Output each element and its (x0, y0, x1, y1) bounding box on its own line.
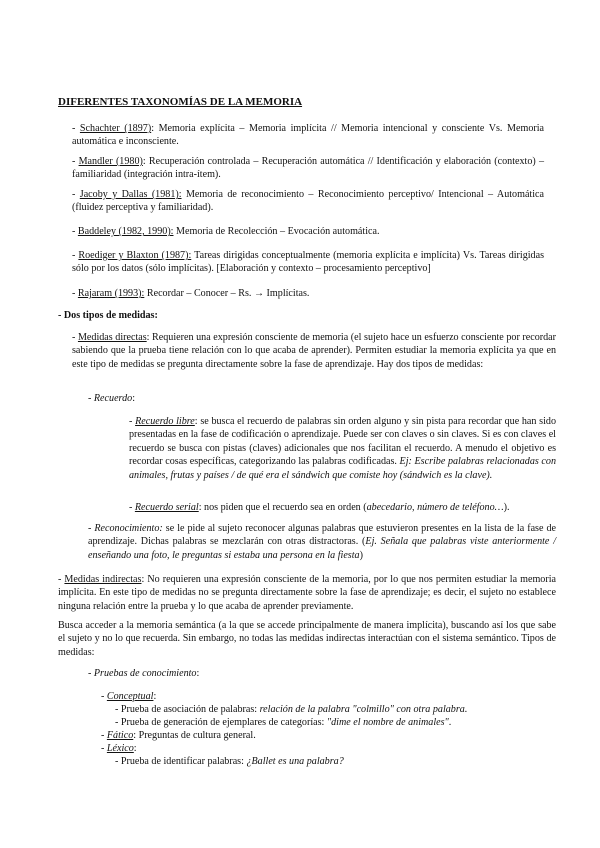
factico-label: Fático (106, 730, 134, 741)
item-dash: - (101, 730, 107, 741)
recuerdo-heading (88, 392, 548, 405)
item-dash: - (101, 743, 107, 754)
lexico-item-1 (115, 755, 555, 768)
item-dash: - (88, 523, 95, 534)
reconocimiento-example: Ej. Señala que palabras viste anteriormente / enseñando una foto, le preguntas si estaba una persona en la fiesta (88, 536, 556, 561)
taxonomy-ref: Mandler (1980) (78, 156, 143, 167)
taxonomy-ref: Rajaram (1993): (77, 288, 145, 299)
section-heading: - Dos tipos de medidas: (58, 310, 158, 321)
factico-item (101, 729, 541, 742)
item-colon: : (133, 743, 137, 754)
recuerdo-label: Recuerdo (93, 393, 133, 404)
taxonomy-sep: : (151, 123, 159, 134)
taxonomy-ref: Schachter (1897) (79, 123, 152, 134)
taxonomy-mandler (72, 155, 544, 182)
taxonomy-ref: Jacoby y Dallas (1981): (79, 189, 182, 200)
taxonomy-text: Tareas dirigidas conceptualmente (memoria explícita e implícita) Vs. Tareas dirigidas sólo por los datos (sólo implícitas). [Elaboración y contexto – procesamiento perceptivo] (72, 250, 545, 275)
taxonomy-dash: - (72, 250, 79, 261)
conceptual-item-1 (115, 703, 555, 716)
taxonomy-baddeley (72, 225, 544, 238)
conceptual-label: Conceptual (106, 691, 154, 702)
item-suffix: . (448, 717, 452, 728)
recuerdo-serial-text: : nos piden que el recuerdo sea en orden ( (198, 502, 367, 513)
taxonomy-ref: Roediger y Blaxton (1987): (78, 250, 192, 261)
taxonomy-schachter (72, 122, 544, 149)
lexico-item-example: ¿Ballet es una palabra? (246, 756, 344, 767)
taxonomy-text: Recordar – Conocer – Rs. → Implícitas. (146, 288, 310, 299)
taxonomy-text: Memoria de Recolección – Evocación automática. (176, 226, 380, 237)
reconocimiento (88, 522, 556, 562)
taxonomy-dash: - (72, 189, 80, 200)
medidas-indirectas (58, 573, 556, 613)
item-dash: - (88, 393, 94, 404)
medidas-directas (72, 331, 556, 371)
conceptual-item-example: "dime el nombre de animales" (326, 717, 449, 728)
lexico-item-prefix: - Prueba de identificar palabras: (115, 756, 247, 767)
recuerdo-libre-text: : se busca el recuerdo de palabras sin orden alguno y sin pista para recordar que han sido presentadas en la fase de codificación o aprendizaje. Puede ser con claves o sin claves. Si es con claves el recuerdo se busca con pistas (claves) adicionales que nos facilitan el recuerdo. A menudo el objetivo es recordar cosas específicas, categorizando las palabras codificadas. (129, 416, 557, 468)
reconocimiento-label: Reconocimiento: (94, 523, 163, 534)
taxonomy-dash: - (72, 226, 78, 237)
recuerdo-serial-label: Recuerdo serial (134, 502, 199, 513)
recuerdo-serial (129, 501, 556, 514)
conceptual-item-prefix: - Prueba de generación de ejemplares de categorías: (115, 717, 327, 728)
item-dash: - (72, 332, 78, 343)
taxonomy-rajaram (72, 287, 544, 300)
item-colon: : (132, 393, 136, 404)
taxonomy-text: Recuperación controlada – Recuperación automática // Identificación y elaboración (contexto) – familiaridad (integración intra-ítem). (72, 156, 545, 181)
taxonomy-dash: - (72, 123, 80, 134)
item-colon: : (133, 730, 137, 741)
item-dash: - (129, 502, 135, 513)
medidas-indirectas-label: Medidas indirectas (64, 574, 142, 585)
conceptual-item-prefix: - Prueba de asociación de palabras: (115, 704, 260, 715)
taxonomy-roediger-blaxton (72, 249, 544, 276)
item-dash: - (58, 574, 65, 585)
conceptual-item-example: relación de la palabra "colmillo" con otra palabra. (259, 704, 468, 715)
conceptual-item-2 (115, 716, 555, 729)
lexico-label: Léxico (106, 743, 134, 754)
item-dash: - (101, 691, 107, 702)
item-dash: - (129, 416, 136, 427)
medidas-directas-text: : Requieren una expresión consciente de memoria (el sujeto hace un esfuerzo consciente por recordar sabiendo que la prueba tiene relación con lo que acaba de aprender). Permiten estudiar la memoria explícita ya que en este tipo de medidas se pregunta directamente sobre la fase de aprendizaje. Hay dos tipos de medidas: (72, 332, 557, 370)
factico-text: Preguntas de cultura general. (136, 730, 256, 741)
reconocimiento-text: se le pide al sujeto reconocer algunas palabras que estuvieron presentes en la lista de la fase de aprendizaje. Dichas palabras se mezclarán con otras distractoras. ( (88, 523, 556, 548)
pruebas-heading (88, 667, 548, 680)
lexico-heading (101, 742, 541, 755)
item-colon: : (153, 691, 157, 702)
taxonomy-dash: - (72, 288, 78, 299)
taxonomy-ref: Baddeley (1982, 1990): (77, 226, 174, 237)
page-title: DIFERENTES TAXONOMÍAS DE LA MEMORIA (58, 96, 303, 108)
recuerdo-libre-label: Recuerdo libre (135, 416, 195, 427)
medidas-indirectas-text: : No requieren una expresión consciente de la memoria, por lo que nos permiten estudiar la memoria implícita. En este tipo de medidas no se pregunta directamente sobre la fase de aprendizaje; es decir, el sujeto no establece ninguna relación entre la prueba y lo que acaba de aprender previamente. (58, 574, 556, 612)
recuerdo-libre-example: Ej: Escribe palabras relacionadas con animales, frutas y países / de qué era el sándwich que comiste hoy (sándwich es la clave). (129, 456, 556, 481)
item-close: ). (503, 502, 510, 513)
item-close: ) (359, 549, 363, 561)
medidas-directas-label: Medidas directas (77, 332, 147, 343)
pruebas-label: Pruebas de conocimiento (93, 668, 197, 679)
recuerdo-serial-example: abecedario, número de teléfono… (366, 502, 504, 513)
taxonomy-text: Memoria explícita – Memoria implícita // Memoria intencional y consciente Vs. Memoria automática e inconsciente. (72, 123, 545, 148)
taxonomy-sep: : (142, 156, 149, 167)
taxonomy-text: Memoria de reconocimiento – Reconocimiento perceptivo/ Intencional – Automática (fluidez perceptiva y familiaridad). (72, 189, 544, 214)
semantica-paragraph: Busca acceder a la memoria semántica (a la que se accede principalmente de manera implícita), buscando así los que sabe el sujeto y no lo que recuerda. Sin embargo, no todas las medidas indirectas interactúan con el sistema semántico. Tipos de medidas: (58, 620, 556, 658)
item-colon: : (196, 668, 200, 679)
taxonomy-dash: - (72, 156, 79, 167)
taxonomy-jacoby-dallas (72, 188, 544, 215)
recuerdo-libre (129, 415, 556, 482)
conceptual-heading (101, 690, 541, 703)
item-dash: - (88, 668, 94, 679)
